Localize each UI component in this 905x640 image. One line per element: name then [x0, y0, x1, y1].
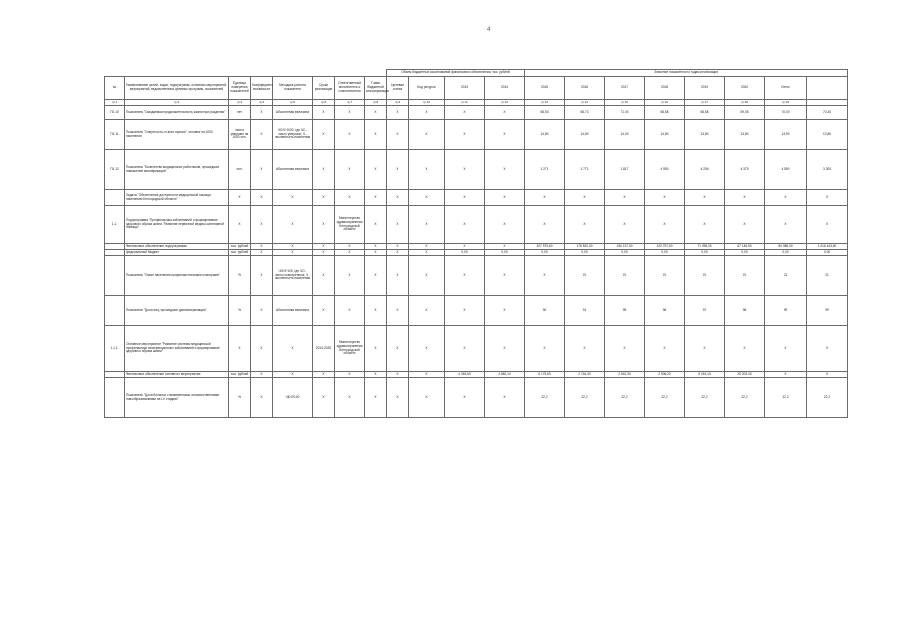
- table-cell: Х: [725, 190, 765, 206]
- table-cell: 4 550: [765, 150, 807, 190]
- table-cell: Х: [685, 326, 725, 372]
- table-cell: Х: [645, 190, 685, 206]
- table-cell: Х: [765, 190, 807, 206]
- page-number: 4: [487, 27, 491, 33]
- row-name: Показатель "Доля лиц, прошедших диспансеризацию": [125, 296, 229, 326]
- table-cell: Х: [313, 256, 335, 296]
- col-code-header: Целевая статья: [387, 77, 409, 100]
- col-year-header: 2018: [645, 77, 685, 100]
- table-row: [105, 150, 848, 190]
- table-cell: 69,05: [725, 106, 765, 120]
- table-cell: %: [229, 256, 251, 296]
- col-coef-header: Коэффициент значимости: [251, 77, 273, 100]
- table-cell: 21: [765, 256, 807, 296]
- table-cell: 97: [685, 296, 725, 326]
- table-cell: Х: [409, 244, 445, 250]
- table-cell: 95: [605, 296, 645, 326]
- table-cell: 4 375: [725, 150, 765, 190]
- table-cell: ЧО/Ч*100, где ЧО - число осмотренных; Ч - численность населения: [273, 256, 313, 296]
- table-cell: Х: [445, 190, 485, 206]
- table-cell: Х: [313, 250, 335, 256]
- col-year-header: 2016: [565, 77, 605, 100]
- table-cell: Х: [387, 120, 409, 150]
- table-cell: 0,00: [445, 250, 485, 256]
- table-cell: Х: [445, 256, 485, 296]
- table-cell: Х: [445, 150, 485, 190]
- table-cell: 13,80: [725, 120, 765, 150]
- table-cell: 4 682,10: [485, 372, 525, 378]
- table-cell: Х: [409, 250, 445, 256]
- table-cell: Х: [725, 206, 765, 244]
- table-cell: 99: [765, 296, 807, 326]
- table-cell: Х: [387, 326, 409, 372]
- table-cell: Х: [251, 250, 273, 256]
- col-term-header: Сроки реализации: [313, 77, 335, 100]
- table-cell: чел.: [229, 150, 251, 190]
- table-cell: 70,00: [765, 106, 807, 120]
- table-cell: Х: [565, 326, 605, 372]
- table-cell: Х: [485, 326, 525, 372]
- row-number: П1.11: [105, 120, 125, 150]
- table-cell: Х: [409, 256, 445, 296]
- table-cell: Х: [313, 244, 335, 250]
- column-number: гр.6: [313, 100, 335, 106]
- table-cell: Х: [409, 120, 445, 150]
- table-cell: Х: [273, 206, 313, 244]
- table-cell: 21: [645, 256, 685, 296]
- table-cell: Х: [485, 256, 525, 296]
- table-cell: Х: [807, 206, 848, 244]
- table-cell: Х: [645, 206, 685, 244]
- row-number: П1.12: [105, 150, 125, 190]
- table-cell: 175 520,30: [565, 244, 605, 250]
- table-cell: Х: [387, 106, 409, 120]
- col-year-header: 2014: [485, 77, 525, 100]
- table-cell: 2014-2020: [313, 326, 335, 372]
- table-cell: Х: [251, 296, 273, 326]
- table-cell: Х: [387, 378, 409, 418]
- table-cell: 1 817: [605, 150, 645, 190]
- column-number: гр.15: [605, 100, 645, 106]
- table-cell: Х: [409, 372, 445, 378]
- table-cell: Х: [445, 296, 485, 326]
- table-cell: Х: [273, 250, 313, 256]
- table-cell: Х: [251, 206, 273, 244]
- table-cell: Х: [485, 150, 525, 190]
- table-cell: Х: [313, 378, 335, 418]
- table-cell: Х: [251, 378, 273, 418]
- table-cell: Х: [605, 326, 645, 372]
- row-number: [105, 256, 125, 296]
- column-number: гр.14: [565, 100, 605, 106]
- table-cell: 99: [807, 296, 848, 326]
- table-cell: 5 175,50: [525, 372, 565, 378]
- table-cell: 13,80: [685, 120, 725, 150]
- table-cell: 90: [525, 296, 565, 326]
- col-method-header: Методика расчета показателя: [273, 77, 313, 100]
- budget-group-header: Объем бюджетных ассигнований финансового обеспечения, тыс. рублей: [387, 70, 525, 77]
- col-year-header: 2020: [725, 77, 765, 100]
- table-cell: Х: [335, 296, 365, 326]
- column-number: гр.5: [273, 100, 313, 106]
- table-cell: ЧБ/Ч*100: [273, 378, 313, 418]
- column-number: гр.12: [485, 100, 525, 106]
- table-cell: Х: [335, 190, 365, 206]
- table-cell: Х: [409, 150, 445, 190]
- table-cell: Х: [273, 190, 313, 206]
- table-cell: 13,80: [807, 120, 848, 150]
- col-year-header: 2015: [525, 77, 565, 100]
- row-name: Финансовое обеспечение основного мероприятия: [125, 372, 229, 378]
- indicators-group-header: Значение показателя по годам реализации: [525, 70, 848, 77]
- row-number: 1.1.: [105, 206, 125, 244]
- table-cell: Х: [229, 326, 251, 372]
- table-cell: Х: [409, 190, 445, 206]
- col-unit-header: Единица измерения показателей: [229, 77, 251, 100]
- table-cell: 0,00: [807, 250, 848, 256]
- table-cell: Х: [251, 150, 273, 190]
- table-cell: Х: [251, 244, 273, 250]
- table-cell: 207 975,60: [525, 244, 565, 250]
- table-cell: 1 271: [525, 150, 565, 190]
- table-cell: тыс. рублей: [229, 372, 251, 378]
- table-cell: 22,2: [525, 378, 565, 418]
- table-cell: Х: [645, 326, 685, 372]
- table-cell: тыс. рублей: [229, 250, 251, 256]
- table-cell: 91: [565, 296, 605, 326]
- column-number: гр.3: [229, 100, 251, 106]
- table-cell: Х: [335, 120, 365, 150]
- table-cell: Х: [335, 150, 365, 190]
- table-cell: 2 744,40: [565, 372, 605, 378]
- table-cell: Х: [525, 190, 565, 206]
- row-name: Показатель "Количество медицинских работников, прошедших повышение квалификации": [125, 150, 229, 190]
- table-cell: 2 506,20: [645, 372, 685, 378]
- row-name: Задача "Обеспечение доступности медицинской помощи населению Белгородской области": [125, 190, 229, 206]
- table-cell: 13,90: [765, 120, 807, 150]
- table-cell: Х: [251, 106, 273, 120]
- row-name: Финансовое обеспечение подпрограммы: [125, 244, 229, 250]
- col-name-header: Наименование целей, задач, подпрограмм, основных мероприятий, мероприятий, ведомственных целевых программ, показателей: [125, 77, 229, 100]
- table-cell: 196 137,00: [605, 244, 645, 250]
- table-cell: Х: [485, 244, 525, 250]
- table-cell: Абсолютная величина: [273, 296, 313, 326]
- table-cell: 22,2: [685, 378, 725, 418]
- table-cell: Х: [807, 190, 848, 206]
- table-cell: Х: [525, 326, 565, 372]
- table-cell: Х: [313, 190, 335, 206]
- table-cell: 21: [565, 256, 605, 296]
- table-cell: 0,00: [685, 250, 725, 256]
- row-name: федеральный бюджет: [125, 250, 229, 256]
- table-row: [105, 190, 848, 206]
- col-total-header: Итого: [765, 77, 807, 100]
- table-cell: 1 771: [565, 150, 605, 190]
- table-cell: Х: [445, 120, 485, 150]
- table-cell: Х: [365, 150, 387, 190]
- table-cell: Х: [485, 106, 525, 120]
- table-cell: %: [229, 378, 251, 418]
- table-cell: Х: [807, 326, 848, 372]
- table-cell: 22,2: [605, 378, 645, 418]
- table-cell: Х: [807, 372, 848, 378]
- table-cell: Х: [365, 120, 387, 150]
- row-name: Подпрограмма "Профилактика заболеваний и формирование здорового образа жизни. Развитие первичной медико-санитарной помощи": [125, 206, 229, 244]
- table-cell: 0,00: [525, 250, 565, 256]
- table-cell: 22,2: [765, 378, 807, 418]
- row-number: П1.10: [105, 106, 125, 120]
- column-number: гр.19: [765, 100, 807, 106]
- table-cell: 4 063,60: [445, 372, 485, 378]
- table-cell: Х: [335, 372, 365, 378]
- table-cell: Х: [525, 256, 565, 296]
- table-row: [105, 206, 848, 244]
- column-number: гр.16: [645, 100, 685, 106]
- table-cell: Министерство здравоохранения Белгородской области: [335, 206, 365, 244]
- table-cell: Х: [335, 378, 365, 418]
- table-cell: Х: [485, 120, 525, 150]
- table-cell: Х: [365, 378, 387, 418]
- table-cell: Х: [335, 250, 365, 256]
- table-cell: ЧС/Ч*1000, где ЧС - число умерших; Ч - численность населения: [273, 120, 313, 150]
- table-cell: число умерших на 1000 чел.: [229, 120, 251, 150]
- table-cell: Х: [273, 244, 313, 250]
- table-cell: 71 095,30: [685, 244, 725, 250]
- row-number: [105, 190, 125, 206]
- table-cell: 21: [685, 256, 725, 296]
- table-row: [105, 120, 848, 150]
- program-table: [104, 69, 848, 418]
- col-year-header: 2019: [685, 77, 725, 100]
- table-cell: 21: [725, 256, 765, 296]
- table-cell: 122 757,00: [645, 244, 685, 250]
- table-cell: 5 015,10: [685, 372, 725, 378]
- table-cell: 68,68: [645, 106, 685, 120]
- table-cell: Х: [605, 206, 645, 244]
- table-cell: Х: [445, 106, 485, 120]
- table-cell: Х: [229, 206, 251, 244]
- table-cell: Х: [313, 372, 335, 378]
- row-name: Показатель "Смертность от всех причин", человек на 1000 населения: [125, 120, 229, 150]
- row-name: Основное мероприятие "Развитие системы медицинской профилактики неинфекционных заболеваний и формирование здорового образа жизни": [125, 326, 229, 372]
- table-cell: 25 203,30: [725, 372, 765, 378]
- table-cell: Х: [445, 378, 485, 418]
- table-cell: Х: [409, 326, 445, 372]
- table-cell: лет: [229, 106, 251, 120]
- table-row: [105, 296, 848, 326]
- table-row: [105, 378, 848, 418]
- table-cell: Х: [365, 372, 387, 378]
- table-cell: Министерство здравоохранения Белгородской области: [335, 326, 365, 372]
- table-cell: 98: [725, 296, 765, 326]
- col-extra-header: [807, 77, 848, 100]
- table-cell: Х: [313, 150, 335, 190]
- table-cell: Х: [335, 256, 365, 296]
- table-row: [105, 256, 848, 296]
- table-cell: 3 300: [807, 150, 848, 190]
- table-cell: 22,2: [565, 378, 605, 418]
- table-cell: Х: [409, 296, 445, 326]
- table-cell: Х: [765, 372, 807, 378]
- table-cell: Х: [565, 190, 605, 206]
- table-cell: 84 086,30: [765, 244, 807, 250]
- table-cell: 70,40: [807, 106, 848, 120]
- table-cell: Х: [229, 190, 251, 206]
- col-source-header: Код ресурса: [409, 77, 445, 100]
- column-number: гр.11: [445, 100, 485, 106]
- table-cell: Х: [765, 206, 807, 244]
- table-cell: Х: [273, 372, 313, 378]
- table-cell: Х: [445, 244, 485, 250]
- column-number: гр.1: [105, 100, 125, 106]
- table-cell: Х: [685, 190, 725, 206]
- table-cell: Х: [409, 206, 445, 244]
- table-cell: Х: [313, 120, 335, 150]
- column-number: гр.2: [125, 100, 229, 106]
- table-cell: Х: [251, 372, 273, 378]
- table-cell: Абсолютная величина: [273, 150, 313, 190]
- table-cell: Х: [313, 106, 335, 120]
- table-cell: Х: [387, 190, 409, 206]
- table-row: [105, 326, 848, 372]
- table-cell: 22,2: [645, 378, 685, 418]
- col-year-header: 2013: [445, 77, 485, 100]
- table-cell: Х: [251, 120, 273, 150]
- table-cell: Х: [365, 256, 387, 296]
- col-num-header: №: [105, 77, 125, 100]
- column-number: гр.17: [685, 100, 725, 106]
- table-cell: Х: [365, 326, 387, 372]
- table-cell: Х: [365, 206, 387, 244]
- table-cell: Х: [365, 106, 387, 120]
- table-cell: Х: [251, 190, 273, 206]
- table-cell: 0,00: [645, 250, 685, 256]
- column-number: гр.8: [365, 100, 387, 106]
- table-cell: Х: [273, 326, 313, 372]
- table-cell: 0,00: [485, 250, 525, 256]
- table-cell: Х: [313, 296, 335, 326]
- table-cell: 67 146,50: [725, 244, 765, 250]
- table-cell: 2 542,30: [605, 372, 645, 378]
- table-cell: Х: [365, 296, 387, 326]
- table-cell: %: [229, 296, 251, 326]
- col-grbs-header: Глава бюджетной классификации: [365, 77, 387, 100]
- row-name: Показатель "Доля больных с выявленными злокачественными новообразованиями на I-II стадиях": [125, 378, 229, 418]
- row-number: [105, 296, 125, 326]
- table-cell: 68,53: [525, 106, 565, 120]
- header-group-row: [105, 70, 848, 77]
- table-cell: Х: [409, 378, 445, 418]
- table-cell: Х: [445, 206, 485, 244]
- col-year-header: 2017: [605, 77, 645, 100]
- column-number: гр.4: [251, 100, 273, 106]
- column-number: гр.18: [725, 100, 765, 106]
- table-cell: Х: [251, 326, 273, 372]
- table-cell: 21: [807, 256, 848, 296]
- table-cell: Абсолютная величина: [273, 106, 313, 120]
- table-cell: 21: [605, 256, 645, 296]
- table-cell: 4 206: [685, 150, 725, 190]
- table-row: [105, 106, 848, 120]
- table-cell: 68,68: [685, 106, 725, 120]
- table-cell: Х: [335, 244, 365, 250]
- column-number: гр.13: [525, 100, 565, 106]
- table-cell: 14,00: [605, 120, 645, 150]
- table-cell: Х: [387, 296, 409, 326]
- table-cell: Х: [565, 206, 605, 244]
- table-cell: Х: [485, 190, 525, 206]
- table-cell: 14,50: [565, 120, 605, 150]
- table-cell: 22,2: [725, 378, 765, 418]
- table-cell: Х: [387, 256, 409, 296]
- table-cell: 96: [645, 296, 685, 326]
- table-cell: Х: [685, 206, 725, 244]
- column-number: гр.9: [387, 100, 409, 106]
- program-table-sheet: [104, 69, 837, 418]
- table-cell: 0,00: [725, 250, 765, 256]
- column-number: гр.10: [409, 100, 445, 106]
- table-cell: 14,80: [645, 120, 685, 150]
- table-cell: 0,00: [605, 250, 645, 256]
- table-cell: Х: [365, 190, 387, 206]
- table-cell: Х: [251, 256, 273, 296]
- table-cell: 0,00: [765, 250, 807, 256]
- table-cell: Х: [335, 106, 365, 120]
- table-cell: Х: [765, 326, 807, 372]
- table-cell: Х: [605, 190, 645, 206]
- header-row: [105, 77, 848, 100]
- column-number: гр.7: [335, 100, 365, 106]
- table-cell: 22,2: [807, 378, 848, 418]
- row-number: 1.1.1.: [105, 326, 125, 372]
- table-cell: Х: [387, 206, 409, 244]
- table-cell: 71,00: [605, 106, 645, 120]
- table-cell: 68,73: [565, 106, 605, 120]
- table-cell: Х: [725, 326, 765, 372]
- table-cell: 4 950: [645, 150, 685, 190]
- table-cell: Х: [485, 206, 525, 244]
- table-cell: Х: [525, 206, 565, 244]
- row-number: [105, 378, 125, 418]
- table-cell: Х: [409, 106, 445, 120]
- table-cell: Х: [485, 378, 525, 418]
- table-cell: Х: [387, 250, 409, 256]
- table-cell: Х: [387, 244, 409, 250]
- table-body: [105, 100, 848, 418]
- table-cell: 14,80: [525, 120, 565, 150]
- table-cell: Х: [485, 296, 525, 326]
- table-cell: Х: [365, 250, 387, 256]
- col-executor-header: Ответственный исполнитель и соисполнители: [335, 77, 365, 100]
- table-cell: Х: [445, 326, 485, 372]
- row-name: Показатель "Ожидаемая продолжительность жизни при рождении": [125, 106, 229, 120]
- table-cell: Х: [387, 372, 409, 378]
- table-cell: Х: [365, 244, 387, 250]
- row-name: Показатель "Охват населения профилактическими осмотрами": [125, 256, 229, 296]
- table-cell: 0,00: [565, 250, 605, 256]
- table-cell: Х: [387, 150, 409, 190]
- table-cell: Х: [313, 206, 335, 244]
- table-cell: тыс. рублей: [229, 244, 251, 250]
- table-cell: 1 016 443,60: [807, 244, 848, 250]
